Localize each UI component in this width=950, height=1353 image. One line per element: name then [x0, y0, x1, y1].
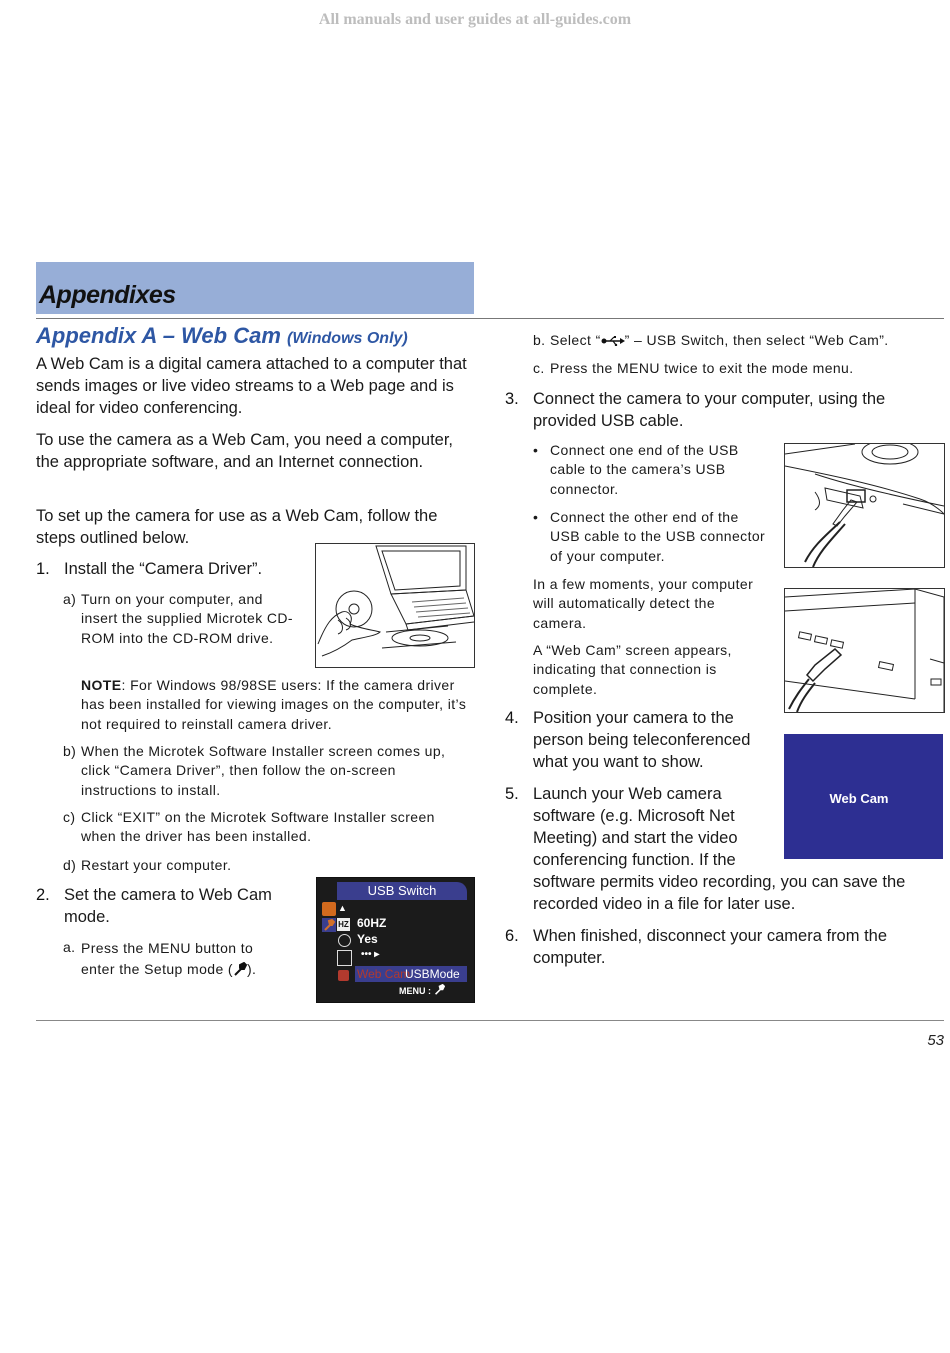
bullet-2-text: Connect the other end of the USB cable to the USB connector of your computer. [550, 509, 766, 564]
camera-menu-screenshot [316, 877, 475, 1003]
hz-badge: HZ [338, 920, 349, 929]
step-3-number: 3. [505, 390, 519, 408]
appendix-title-text: Appendix A – Web Cam [36, 323, 281, 348]
step-1a-text: Turn on your computer, and insert the supplied Microtek CD-ROM into the CD-ROM drive. [81, 591, 293, 646]
step-1c-text: Click “EXIT” on the Microtek Software Installer screen when the driver has been installed. [81, 809, 435, 845]
appendix-title [36, 323, 408, 349]
computer-usb-illustration [784, 588, 945, 713]
step-2b-text [550, 331, 944, 350]
step-2a-label: a. [63, 939, 76, 955]
intro-paragraph-3: To set up the camera for use as a Web Cam, follow the steps outlined below. [36, 507, 438, 547]
step-2a-text [81, 938, 291, 980]
step-4-text: Position your camera to the person being teleconferenced what you want to show. [533, 709, 751, 771]
step-2b-text-after: ” – USB Switch, then select “Web Cam”. [624, 332, 889, 348]
step-1-text: Install the “Camera Driver”. [64, 560, 263, 578]
camera-icon [322, 902, 336, 916]
laptop-cdrom-illustration [315, 543, 475, 668]
step-2-number: 2. [36, 886, 50, 904]
menu-footer [399, 984, 445, 996]
step-1d-text: Restart your computer. [81, 857, 232, 873]
section-title: Appendixes [39, 281, 176, 309]
step-2c-label: c. [533, 360, 545, 376]
step-5-text-wide: software permits video recording, you can save the recorded video in a file for later use. [533, 873, 906, 913]
wrench-icon [233, 962, 247, 976]
step-6-number: 6. [505, 927, 519, 945]
divider-top [36, 318, 944, 319]
camera-usb-illustration [784, 443, 945, 568]
webcam-screen-label: Web Cam [829, 791, 889, 806]
menu-title: USB Switch [337, 882, 467, 900]
lightbulb-icon [338, 934, 351, 947]
step-3-complete-paragraph: A “Web Cam” screen appears, indicating that connection is complete. [533, 642, 732, 697]
step-1b-label: b) [63, 743, 77, 759]
step-1d-label: d) [63, 857, 77, 873]
step-2c-text: Press the MENU twice to exit the mode menu. [550, 360, 854, 376]
bullet-1-dot: • [533, 442, 539, 458]
menu-row-more: ••• ▸ [361, 949, 380, 960]
intro-paragraph-1: A Web Cam is a digital camera attached to a computer that sends images or live video streams to a Web page and is ideal for video conferencing. [36, 355, 467, 417]
step-3-detect-paragraph: In a few moments, your computer will automatically detect the camera. [533, 576, 754, 631]
footer-wrench-icon [434, 984, 445, 995]
menu-row-frequency: 60HZ [357, 916, 387, 930]
step-2-text: Set the camera to Web Cam mode. [64, 886, 272, 926]
note-label: NOTE [81, 677, 122, 693]
laptop-cdrom-drawing [316, 544, 474, 667]
page-number: 53 [927, 1032, 944, 1049]
step-2a-text-after: ). [247, 961, 257, 977]
usb-icon [601, 336, 625, 346]
watermark: All manuals and user guides at all-guides.com [318, 11, 632, 28]
setup-wrench-glyph [322, 918, 336, 932]
computer-usb-drawing [785, 589, 944, 712]
step-1-number: 1. [36, 560, 50, 578]
note-text: : For Windows 98/98SE users: If the camera driver has been installed for viewing images on the computer, it’s not required to reinstall camera driver. [81, 677, 467, 732]
step-1c-label: c) [63, 809, 76, 825]
menu-footer-text: MENU : [399, 986, 431, 996]
step-1a-label: a) [63, 591, 77, 607]
bullet-1-text: Connect one end of the USB cable to the camera’s USB connector. [550, 442, 739, 497]
step-2a-text-before: Press the MENU button to enter the Setup mode ( [81, 940, 254, 977]
step-6-text: When finished, disconnect your camera from the computer. [533, 927, 888, 967]
usb-mode-icon [337, 950, 352, 966]
note-block [81, 676, 473, 734]
step-5-number: 5. [505, 785, 519, 803]
step-2b-text-before: Select “ [550, 332, 601, 348]
appendix-subtitle: (Windows Only) [287, 330, 408, 347]
setup-wrench-icon [322, 918, 336, 932]
step-2b-label: b. [533, 332, 546, 348]
step-4-number: 4. [505, 709, 519, 727]
step-3-text: Connect the camera to your computer, using the provided USB cable. [533, 390, 886, 430]
divider-bottom [36, 1020, 944, 1021]
menu-row-confirm: Yes [357, 932, 378, 946]
intro-paragraph-2: To use the camera as a Web Cam, you need a computer, the appropriate software, and an Internet connection. [36, 431, 454, 471]
menu-option-webcam: Web Cam [357, 967, 411, 981]
step-1b-text: When the Microtek Software Installer screen comes up, click “Camera Driver”, then follow the on-screen instructions to install. [81, 743, 446, 798]
up-arrow-icon: ▲ [338, 903, 347, 913]
bullet-2-dot: • [533, 509, 539, 525]
camera-usb-drawing [785, 444, 944, 567]
flower-icon [338, 970, 349, 981]
step-5-text-narrow: Launch your Web camera software (e.g. Microsoft Net Meeting) and start the video conferencing function. If the [533, 785, 738, 869]
webcam-screen-preview [784, 734, 943, 859]
menu-option-usbmode: USBMode [405, 967, 460, 981]
